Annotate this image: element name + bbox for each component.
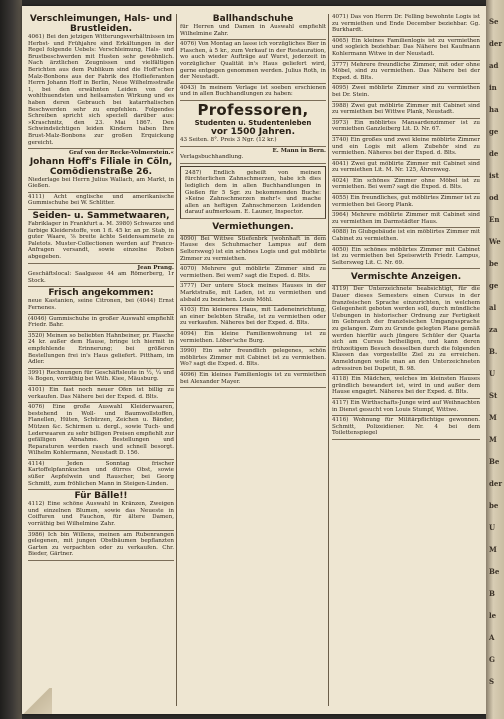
facing-page-text-fragment: ist	[489, 171, 499, 180]
advertisement-text: Niederlage bei Herrn Julius Wallach, am Markt, in Gießen.	[28, 177, 174, 193]
column-left	[28, 14, 174, 708]
page-corner-fold	[22, 688, 52, 714]
facing-page-text-fragment: al	[489, 303, 497, 312]
facing-page-edge	[486, 0, 504, 719]
advertisement-text: 4050) Ein schönes möblirtes Zimmer mit Cabinet ist zu vermiethen bei Speisewirth Friedr. Lampus, Seltersweg Lit. C. Nr. 69.	[332, 247, 480, 270]
facing-page-text-fragment: M	[489, 545, 497, 554]
advertisement-text: für Herren und Damen in Auswahl empfiehlt Wilhelmine Zahr.	[180, 24, 326, 40]
advertisement-text: 4061) Bei den jetzigen Witterungsverhältnissen im Herbst- und Frühjahre sind Erkältungen in der Regel folgende Uebels: Verschleimung, Hals- und Brustbeschwerden mit Husten sehr gewöhnlich. Nach ärztlichen Zeugnissen und vielfältigen Berichten aus dem Publikum sind die Hoff'schen Malz-Bonbons aus der Fabrik des Hoflieferanten Herrn Johann Hoff in Berlin, Neue Wilhelmsstraße 1, bei den erwähnten Leiden von der wohlthuendsten und heilsamsten Wirkung und es haben deren Gebrauch bei katarrhalischen Beschwerden sehr zu empfehlen. Folgendes Schreiben spricht sich speciell darüber aus: »Kraschnitz, den 23. Mai 1867. Den Schwindsüchtigen leiden Kindern haben Ihre Brust-Malz-Bonbons zur großen Erquickung gereicht.	[28, 34, 174, 149]
facing-page-text-fragment: in	[489, 83, 497, 92]
advertisement-text: 3777) Der untere Stock meines Hauses in der Marktstraße, mit Laden, ist zu vermiethen und alsbald zu beziehen. Louis Möhl.	[180, 283, 326, 306]
facing-page-text-fragment: U	[489, 369, 496, 378]
column-right	[332, 14, 480, 708]
advertisement-text: Verlagsbuchhandlung.	[180, 154, 326, 164]
advertisement-text: 4114) Jeden Sonntag frischer Kartoffelpfannkuchen und dürres Obst, sowie süßer Aepfelwein und Rauscher, bei Georg Schmitt, zum fröhlichen Mann in Steigen-Linden.	[28, 461, 174, 490]
facing-page-text-fragment: U	[489, 523, 496, 532]
section-heading: Vermiethungen.	[180, 220, 326, 236]
facing-page-text-fragment: ad	[489, 61, 499, 70]
advertisement-text: 4041) Zwei gut möblirte Zimmer mit Cabinet sind zu vermiethen Lit. M. Nr. 125, Ährenweg.	[332, 161, 480, 177]
facing-page-text-fragment: Be	[489, 567, 500, 576]
facing-page-text-fragment: G	[489, 655, 495, 664]
advertisement-text: 3964) Mehrere möblirte Zimmer mit Cabinet sind zu vermiethen im Darmstädter Haus.	[332, 212, 480, 228]
advertisement-signature: Jean Prang.	[137, 264, 174, 271]
facing-page-text-fragment: ge	[489, 127, 499, 136]
advertisement-heading: Seiden- u. Sammetwaaren,	[32, 211, 170, 222]
advertisement-text: 3973) Ein möblirtes Mansardenzimmer ist zu vermiethen Ganzleiberg Lit. D. Nr. 67.	[332, 120, 480, 136]
advertisement-heading: Für Bälle!!	[74, 491, 128, 502]
advertisement-text: 4088) In Glubgebäude ist ein möblirtes Zimmer mit Cabinet zu vermiethen.	[332, 229, 480, 245]
advertisement-text: 4101) Ein fast noch neuer Ofen ist billig zu verkaufen. Das Nähere bei der Exped. d. Blts.	[28, 387, 174, 403]
facing-page-text-fragment: be	[489, 501, 499, 510]
facing-page-text-fragment: za	[489, 325, 498, 334]
column-rule	[328, 14, 329, 706]
advertisement-subtitle: Studenten u. Studentenleben	[194, 118, 312, 127]
column-rule	[176, 14, 177, 706]
facing-page-text-fragment: M	[489, 435, 497, 444]
advertisement-text: 4076) Eine große Auswahl Kleiderwaaren, bestehend in Woll- und Baumwollstoffen, Flanellen, Hüten, Schürzen, Zeichen u. Bänder, Mützen &c. Schirmen u. dergl., sowie Tuch- und Lederwaaren zu sehr billigen Preisen empfiehlt zur gefälligen Abnahme. Bestellungen und Reparaturen werden rasch und schnell besorgt. Wilhelm Kohlermann, Neustadt D. 156.	[28, 404, 174, 460]
advertisement-text: Fabriklager in Frankfurt a. M. 3980) Schwarze und farbige Kleiderstoffe, von 1 fl. 45 kr. an pr. Stab, in guter Waare, ⅞ breite ächte Seidensammete zu Paletots. Muster-Collectionen werden auf Franco-Anfragen versandt, sowie einzelne Roben abgegeben.	[28, 221, 174, 264]
advertisement-text: 4095) Zwei möblirte Zimmer sind zu vermiethen bei Dr. Stein.	[332, 85, 480, 101]
facing-page-text-fragment: od	[489, 193, 499, 202]
advertisement-text: 4055) Ein freundliches, gut möblirtes Zimmer ist zu vermiethen bei Georg Plank.	[332, 195, 480, 211]
facing-page-text-fragment: B.	[489, 347, 498, 356]
advertisement-text: 3986) Ich bin Willens, meinen am Rubenrangen gelegenen, mit jungen Obstbäumen bepflanzten Garten zu verpachten oder zu verkaufen. Chr. Bieder, Gärtner.	[28, 532, 174, 561]
advertisement-text: (4046) Gummischuhe in großer Auswahl empfiehlt Friedr. Bahr.	[28, 316, 174, 332]
advertisement-text: 4111) Acht englische und amerikanische Gummischuhe bei W. Schlitter.	[28, 194, 174, 210]
column-middle	[180, 14, 326, 708]
advertisement-text: 4119) Der Unterzeichnete beabsichtigt, für die Dauer dieses Semesters einen Cursus in der französischen Sprache einzurichten, in welchem Gelegenheit geboten werden soll, durch mündliche Uebungen in historischer Ordnung zur Fertigkeit im Gebrauch der französischen Umgangssprache zu gelangen. Zum zu Grunde gelegten Plane gemäß werden hierfür auch jüngere Schüler der Quarta sich am Cursus betheiligen, und kann deren frühzeitigem Besuch desselben durch die folgenden Klassen das vorgestellte Ziel zu zu erreichen. Anmeldungen wolle man an den Unterzeichneten adressiren bei Dupetit, B. 98.	[332, 286, 480, 375]
advertisement-text: 4117) Ein Wirthschafts-Junge wird auf Weihnachten in Dienst gesucht von Louis Stumpf, Wittwe.	[332, 400, 480, 416]
advertisement-heading: Johann Hoff's Filiale in Cöln, Comödienstraße 26.	[29, 156, 173, 177]
advertisement-text: 4071) Das von Herrn Dr. Felling bewohnte Logis ist zu vermiethen und Ende December beziehbar. Gg. Burkhardt.	[332, 14, 480, 37]
advertisement-heading: Verschleimungen, Hals- und Brustleiden.	[29, 14, 173, 34]
facing-page-text-fragment: le	[489, 611, 497, 620]
advertisement-text: 4065) Ein kleines Familienlogis ist zu vermiethen und sogleich beziehbar. Das Nähere bei Kaufmann Kohlermann Witwe in der Neustadt.	[332, 38, 480, 61]
section-heading: Vermischte Anzeigen.	[332, 270, 480, 286]
facing-page-text-fragment: be	[489, 259, 499, 268]
advertisement-text: 4076) Von Montag an lasse ich vorzügliches Bier in Flaschen, à 5 kr., zum Verkauf in der Restauration, wo auch wieder Aufträge auf Wurst, jederzeit in vorzüglicher Qualität in's Haus geliefert wird, gerne entgegen genommen werden. Julius Roth, in der Neustadt.	[180, 41, 326, 84]
advertisement-text: 3777) Mehrere freundliche Zimmer, mit oder ohne Möbel, sind zu vermiethen. Das Nähere bei der Exped. d. Blts.	[332, 62, 480, 85]
advertisement-heading: Ballhandschuhe	[212, 14, 294, 24]
advertisement-signature: Graf von der Recke-Volmerstein.«	[68, 150, 174, 157]
advertisement-title: vor 1500 Jahren.	[210, 126, 295, 137]
advertisement-heading: Frisch angekommen:	[48, 288, 154, 299]
newspaper-page	[22, 6, 486, 714]
advertisement-text: Geschäftslocal: Saalgasse 44 am Römerberg, 1r Stock.	[28, 271, 174, 287]
advertisement-text: 4094) Ein kleine Familienwohnung ist zu vermiethen. Löber'sche Burg.	[180, 331, 326, 347]
facing-page-text-fragment: ha	[489, 105, 499, 114]
advertisement-text: 4103) Ein kleineres Haus, mit Ladeneinrichtung, an einer belebten Straße, ist zu vermiethen oder zu verkaufen. Näheres bei der Exped. d. Blts.	[180, 307, 326, 330]
facing-page-text-fragment: der	[489, 39, 503, 48]
advertisement-text: 4090) Bei Wittwe Stiefenbrk (wohnhaft in dem Hause des Schuhmacher Lampus auf dem Seltersweg) ist ein schönes Logis und gut möblirte Zimmer zu vermiethen.	[180, 236, 326, 265]
advertisement-text: 4118) Ein Mädchen, welches im kleinsten Hauses gründlich bewandert ist, wird in und außer dem Hause engagirt. Näheres bei der Exped. d. Blts.	[332, 376, 480, 399]
advertisement-text: 3740) Ein großes und zwei kleine möblirte Zimmer und ein Logis mit allem Zubehör sind zu vermiethen. Näheres bei der Exped. d. Blts.	[332, 137, 480, 160]
boxed-advertisement: 2487) Endlich geheilt von meinen fürchterlichen Zahnschmerzen, habe ich dies lediglich dem in allen Buchhandlungen in Gießen für 5 Sgr. zu bekommenden Buche: »Keine Zahnschmerzen mehr!« und mache allen an heftigen Zahnschmerzen Leidenden darauf aufmerksam. E. Launer, Inspector.	[180, 166, 326, 219]
advertisement-text: 3520) Meinen so beliebten Hahnbeiner, pr. Flasche 24 kr. außer dem Hause, bringe ich hiermit in empfehlende Erinnerung; bei größeren Bestellungen frei in's Haus geliefert. Pittham, im Adler.	[28, 333, 174, 369]
facing-page-text-fragment: S	[489, 677, 495, 686]
advertisement-text: 4116) Wohnung für Militärpflichtige gewonnen. Schmitt, Polizeidiener. Nr. 4 bei dem Toilettenspiegel	[332, 417, 480, 440]
binding-shadow	[0, 0, 22, 719]
advertisement-title: Professoren,	[197, 100, 309, 119]
advertisement-text: 4070) Mehrere gut möblirte Zimmer sind zu vermiethen. Bei wem? sagt die Exped. d. Blts.	[180, 266, 326, 282]
advertisement-signature: E. Mann in Bern.	[272, 147, 326, 154]
facing-page-text-fragment: M	[489, 413, 497, 422]
facing-page-text-fragment: St	[489, 391, 498, 400]
advertisement-text: 3988) Zwei gut möblirte Zimmer mit Cabinet sind zu vermiethen bei Wittwe Plank, Neustadt.	[332, 103, 480, 119]
advertisement-text: 4043) In meinem Verlage ist soeben erschienen und in allen Buchhandlungen zu haben:	[180, 85, 326, 101]
facing-page-text-fragment: We	[489, 237, 501, 246]
facing-page-text-fragment: Se	[489, 17, 499, 26]
facing-page-text-fragment: der	[489, 479, 503, 488]
facing-page-text-fragment: Be	[489, 457, 500, 466]
advertisement-text: 4096) Ein kleines Familienlogis ist zu vermiethen bei Alexander Mayer.	[180, 372, 326, 388]
facing-page-text-fragment: ge	[489, 281, 499, 290]
facing-page-text-fragment: B	[489, 589, 495, 598]
advertisement-text: 4112) Eine schöne Auswahl in Kränzen, Zweigen und einzelnen Blumen, sowie das Neueste in Coiffuren und Fauchon, für ältere Damen, vorräthig bei Wilhelmine Zahr.	[28, 501, 174, 530]
advertisement-text: 3991) Rechnungen für Geschäftsleute in ½, ¼ und ⅛ Bogen, vorräthig bei Wilh. Kiee, Mäusburg.	[28, 370, 174, 386]
facing-page-text-fragment: de	[489, 149, 499, 158]
advertisement-text: 4024) Ein schönes Zimmer ohne Möbel ist zu vermiethen. Bei wem? sagt die Exped. d. Blts.	[332, 178, 480, 194]
advertisement-text: neue Kastanien, seine Citronen, bei (4044) Ernst Fernenes.	[28, 298, 174, 314]
facing-page-text-fragment: En	[489, 215, 500, 224]
advertisement-text: 43 Seiten. 8°. Preis 3 Ngr. (12 kr.)	[180, 137, 326, 147]
facing-page-text-fragment: A	[489, 633, 495, 642]
advertisement-text: 3990) Ein sehr freundlich gelegenes, schön möblirtes Zimmer mit Cabinet ist zu vermiethen. Wo? sagt die Exped. d. Blts.	[180, 348, 326, 371]
